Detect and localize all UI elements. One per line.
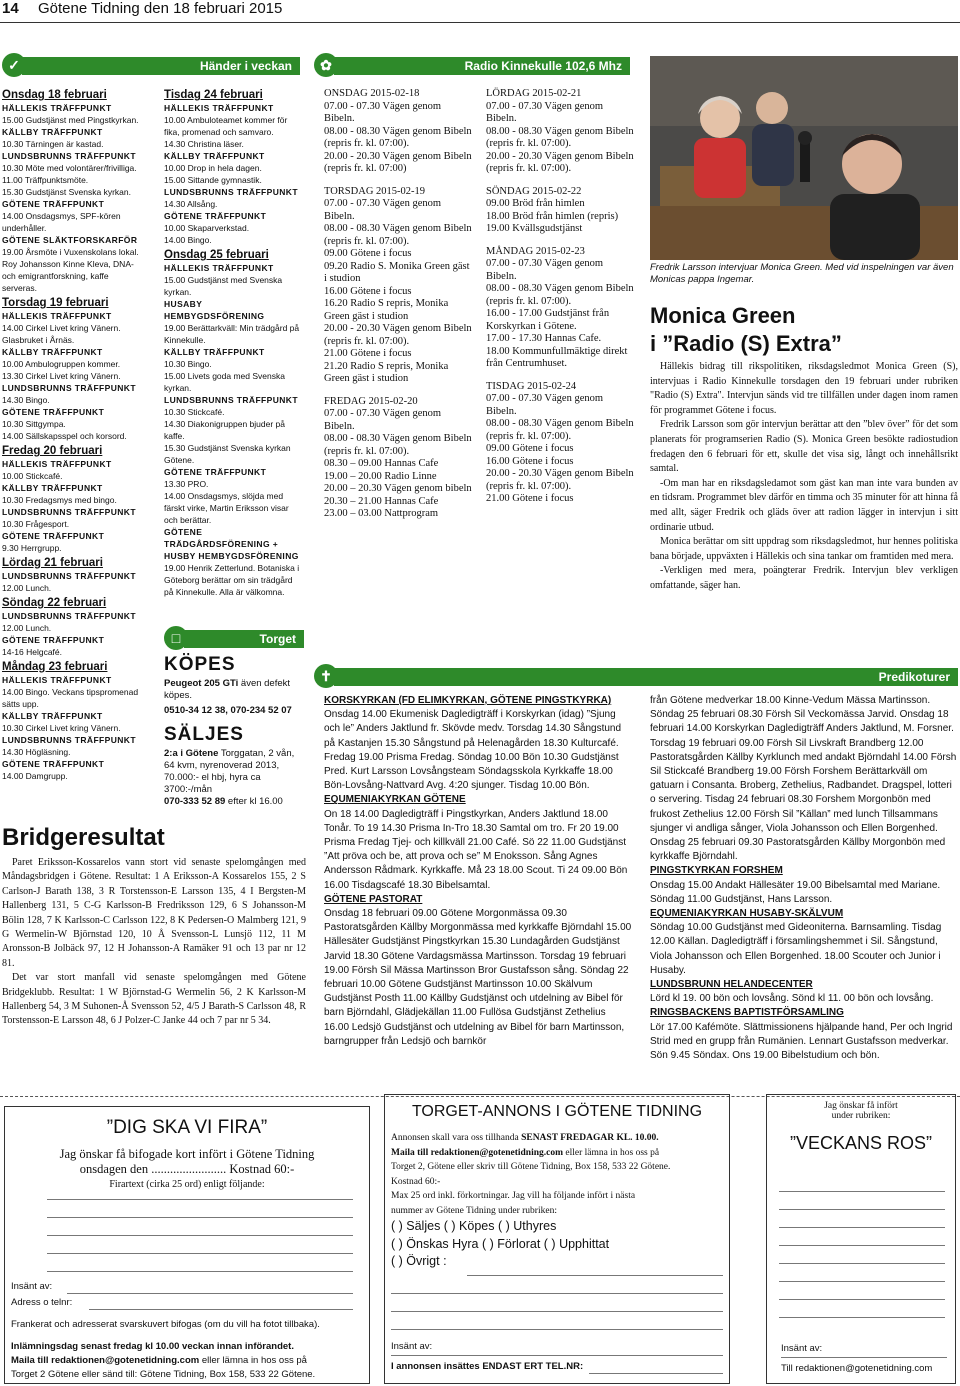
radio-day-block [486,246,636,371]
saljes-text: Torggatan, 2 vån, 64 kvm, nyrenoverad 2013, 70.000:- el hbj, hyra ca 3700:-/mån [164,748,295,795]
event-item: 10.00 Ambuloteamet kommer för fika, promenad och samvaro. [164,115,288,137]
form1-mail [11,1355,307,1366]
form3-insant-field[interactable] [781,1357,947,1358]
radio-day-block [324,396,474,521]
church-name: RINGSBACKENS BAPTISTFÖRSAMLING [650,1007,844,1019]
church-name: LUNDSBRUNN HELANDECENTER [650,979,813,991]
form1-text-line[interactable] [47,1199,353,1200]
radio-program: 18.00 Bröd från himlen (repris) [486,210,619,222]
radio-day-heading: SÖNDAG 2015-02-22 [486,185,582,197]
form3-insant-label: Insänt av: [781,1343,823,1354]
event-item: 15.30 Gudstjänst Svenska kyrkan. [2,187,131,197]
form3-text-line[interactable] [779,1227,945,1228]
radio-program: 08.00 - 08.30 Vägen genom Bibeln (repris fr. kl. 07:00). [324,125,472,149]
venue-name: GÖTENE TRÄFFPUNKT [2,531,105,541]
radio-day-heading: MÅNDAG 2015-02-23 [486,245,585,257]
form2-instructions [391,1131,729,1218]
venue-name: LUNDSBRUNNS TRÄFFPUNKT [164,395,298,405]
event-item: 15.00 Gudstjänst med Svenska kyrkan. [164,275,283,297]
venue-name: HÄLLEKIS TRÄFFPUNKT [2,675,112,685]
sermons-column-right [650,694,958,1063]
radio-program: 20.00 – 20.30 Vägen genom bibeln [324,483,472,494]
form1-insant-label: Insänt av: [11,1281,53,1292]
article-paragraph: Fredrik Larsson som gör intervjun berättar att den ”blev över” för det som planerats för programserien Radio (S). Monica Green besökte radiostudion fredagen den 6 februari för ett, skulle det visa sig, långt och innehållsrikt samtal. [650,419,958,475]
form1-line1: Jag önskar få bifogade kort infört i Götene Tidning [59,1147,315,1161]
radio-day-block [486,186,636,236]
venue-name: LUNDSBRUNNS TRÄFFPUNKT [2,611,136,621]
venue-name: LUNDSBRUNNS TRÄFFPUNKT [2,507,136,517]
venue-name: KÄLLBY TRÄFFPUNKT [164,347,265,357]
form2-options[interactable] [391,1218,729,1271]
venue-name: GÖTENE TRÄFFPUNKT [2,759,105,769]
day-heading: Lördag 21 februari [2,557,103,569]
radio-program: 08.00 - 08.30 Vägen genom Bibeln (repris fr. kl. 07:00). [324,223,472,247]
event-item: 10.30 Tärningen är kastad. [2,139,104,149]
day-heading: Fredag 20 februari [2,445,103,457]
form2-option-row3[interactable]: ( ) Övrigt : [391,1254,447,1268]
venue-name: LUNDSBRUNNS TRÄFFPUNKT [164,187,298,197]
sermons-column-left [324,694,632,1049]
radio-program: 09.00 Bröd från himlen [486,198,585,209]
form2-line6: nummer av Götene Tidning under rubriken: [391,1205,557,1216]
form2-line4: Kostnad 60:- [391,1176,441,1187]
studio-photo [650,56,958,260]
form2-line2 [391,1146,729,1161]
article-headline-2: i ”Radio (S) Extra” [650,331,842,356]
article-paragraph: -Verkligen med mera, poängterar Fredrik. Intervjun blev verkligen omfattande, säger han. [650,565,958,591]
radio-program: 20.00 - 20.30 Vägen genom Bibeln (repris fr. kl. 07:00). [486,468,634,492]
radio-program: 20.30 – 21.00 Hannas Cafe [324,495,439,507]
form3-text-line[interactable] [779,1263,945,1264]
sermon-schedule: On 18 14.00 Dagledigträff i Pingstkyrkan, Anders Jaktlund 18.00 Tonår. To 19 14.30 Prisma In-Tro 18.30 Samtal om tro. Fr 20 19.00 Prisma Fredag Tjej- och killkväll 21.00 Café. Sö 22 11.00 Gudstjänst ”Att pröva och be, att prova och se” M Enoksson. Sång Agnes Andersson Rådmark. Kyrkkaffe. Må 23 18.00 Scout. Ti 24 09.00 Bön 16.00 Tisdagscafé 18.30 Bibelsamtal. [324,808,628,891]
venue-name: GÖTENE TRÄFFPUNKT [164,211,267,221]
radio-program: 07.00 - 07.30 Vägen genom Bibeln. [324,198,442,222]
event-item: 12.00 Lunch. [2,583,52,593]
form1-insant-field[interactable] [67,1293,353,1294]
radio-program: 21.00 Götene i focus [486,493,574,504]
church-name: GÖTENE PASTORAT [324,893,423,905]
form1-address: Torget 2 Götene eller sänd till: Götene Tidning, Box 158, 533 22 Götene. [11,1369,316,1380]
event-item: 19.00 Årsmöte i Vuxenskolans lokal. Roy Johansson Kinne Kleva, DNA- och emigrantforskning, kaffe serveras. [2,247,139,293]
event-item: 10.00 Stickcafé. [2,471,63,481]
radio-program: 08.00 - 08.30 Vägen genom Bibeln (repris fr. kl. 07:00). [486,418,634,442]
form1-title: ”DIG SKA VI FIRA” [106,1117,268,1138]
saljes-ad [164,748,304,796]
venue-name: HÄLLEKIS TRÄFFPUNKT [164,103,274,113]
radio-day-heading: TORSDAG 2015-02-19 [324,185,426,197]
form1-adress-label: Adress o telnr: [11,1297,73,1308]
radio-day-block [324,186,474,386]
event-item: 14-16 Helgcafé. [2,647,63,657]
radio-day-block [486,88,636,176]
form1-mail-rest: eller lämna in hos oss på [199,1355,307,1366]
cross-icon: ✝ [314,664,338,688]
event-item: 10.30 Bingo. [164,359,212,369]
form3-text-line[interactable] [779,1281,945,1282]
form1-text-line[interactable] [47,1271,353,1272]
day-heading: Tisdag 24 februari [164,89,263,101]
form2-option-row2[interactable]: ( ) Önskas Hyra ( ) Förlorat ( ) Upphittat [391,1236,610,1251]
bridge-heading: Bridgeresultat [2,824,165,851]
form2-line1 [391,1131,729,1146]
event-item: 10.30 Fredagsmys med bingo. [2,495,117,505]
radio-program: 16.00 Götene i focus [486,455,574,467]
article-headline-1: Monica Green [650,303,796,328]
radio-program: 08.30 – 09.00 Hannas Cafe [324,458,439,469]
events-column-left [2,86,144,782]
form1-mail-address: Maila till redaktionen@gotenetidning.com [11,1355,200,1366]
venue-name: HÄLLEKIS TRÄFFPUNKT [2,103,112,113]
event-item: 13.30 PRO. [164,479,209,489]
radio-program: 16.20 Radio S repris, Monika Green gäst i studion [324,298,449,322]
event-item: 10.00 Ambulogruppen kommer. [2,359,121,369]
form3-text-line[interactable] [779,1191,945,1192]
radio-program: 07.00 - 07.30 Vägen genom Bibeln. [324,408,442,432]
header-rule [0,22,960,23]
event-item: 14.00 Cirkel Livet kring Vänern. Glasbruket i Årnäs. [2,323,121,345]
day-heading: Onsdag 25 februari [164,249,269,261]
form2-option-row1[interactable]: ( ) Säljes ( ) Köpes ( ) Uthyres [391,1219,557,1233]
form2-title: TORGET-ANNONS I GÖTENE TIDNING [411,1103,703,1120]
radio-program: 20.00 - 20.30 Vägen genom Bibeln (repris fr. kl. 07:00). [324,323,472,347]
venue-name: KÄLLBY TRÄFFPUNKT [2,127,103,137]
kopes-phone: 0510-34 12 38, 070-234 52 07 [164,705,292,716]
sermon-schedule: Onsdag 18 februari 09.00 Götene Morgonmässa 09.30 Pastoratsgården Källby Morgonmässa med kyrkkaffe Björndahl 15.00 Hällesäter Gudstjänst Pingstkyrkan 15.30 Lundagården Gudstjänst Jarvid 18.30 Götene Vardagsmässa Martinsson. Torsdag 19 februari 19.00 Försh Sil Mässa Martinsson Bror Gustafsson sång. Söndag 22 februari 10.00 Götene Gudstjänst Martinsson 10.00 Skälvum Gudstjänst Posth 11.00 Källby Gudstjänst och utdelning av Bibel för barn Björndahl, Glädjekällan 11.00 Fullösa Gudstjänst Zethelius 16.00 Ledsjö Gudstjänst och utdelning av Bibel för barn Martinsson, barngrupper från Ledsjö och barnkör [324,908,632,1047]
section-bar-radio: Radio Kinnekulle 102,6 Mhz [334,57,630,75]
bridge-results [2,856,306,1029]
form1-adress-field[interactable] [89,1309,353,1310]
event-item: 15.00 Livets goda med Svenska kyrkan. [164,371,285,393]
radio-program: 20.00 - 20.30 Vägen genom Bibeln (repris fr. kl. 07:00) [324,150,472,174]
form3-text-line[interactable] [779,1299,945,1300]
radio-program: 07.00 - 07.30 Vägen genom Bibeln. [486,393,604,417]
radio-day-heading: LÖRDAG 2015-02-21 [486,88,582,99]
event-item: 14.30 Allsång. [164,199,218,209]
form2-line1-text: Annonsen skall vara oss tillhanda [391,1133,522,1143]
venue-name: GÖTENE TRÄFFPUNKT [2,199,105,209]
form2-text-line[interactable] [467,1275,723,1276]
event-item: 14.00 Onsdagsmys, slöjda med färskt virke, Martin Eriksson visar och berättar. [164,491,289,525]
form2-line1-deadline: SENAST FREDAGAR KL. 10.00. [521,1133,659,1143]
venue-name: LUNDSBRUNNS TRÄFFPUNKT [2,151,136,161]
venue-name: GÖTENE SLÄKTFORSKARFÖR [2,235,138,245]
event-item: 11.00 Träffpunktsmöte. [2,175,89,185]
form2-tel-field[interactable] [589,1373,723,1374]
event-item: 14.00 Bingo. [164,235,212,245]
form3-text-line[interactable] [779,1209,945,1210]
day-heading: Söndag 22 februari [2,597,107,609]
form1-text-line[interactable] [47,1235,353,1236]
radio-program: 19.00 – 20.00 Radio Linne [324,470,437,482]
kopes-ad [164,678,304,702]
venue-name: LUNDSBRUNNS TRÄFFPUNKT [2,735,136,745]
form3-text-line[interactable] [779,1317,945,1318]
sermon-schedule: Lör 17.00 Kafémöte. Slättmissionens hjälpande hand, Per och Ingrid Strid med en grupp från Rumänien. Lennart Gustafsson medverkar. Sön 9.45 Söndax. Ons 19.00 Bibelstudium och bön. [650,1021,953,1062]
church-name: EQUMENIAKYRKAN GÖTENE [324,794,466,806]
kopes-text: även defekt köpes. [164,678,291,701]
form3-text-line[interactable] [779,1245,945,1246]
kopes-item: Peugeot 205 GTi [164,678,239,689]
event-item: 15.00 Gudstjänst med Pingstkyrkan. [2,115,139,125]
bridge-paragraph-1: Paret Eriksson-Kossarelos vann stort vid senaste spelomgången med Måndagsbridgen i Götene. Resultat: 1 A Eriksson-A Kossarelos 155, 2 S Carlson-J Barath 138, 3 R Torstensson-E Larsson 135, 4 I Bergsten-M Hallenberg 131, 5 C-G Karlsson-B Fredriksson 129, 6 S Johansson-M Bölin 128, 7 K Karlsson-C Carlsson 122, 8 K Pedersen-O Malmberg 121, 9 G Wermelin-W Björnstad 120, 10 Å Svensson-L Lunsjö 112, 11 M Aronsson-B Jolbäck 97, 12 H Johansson-A Ramäker 91 och 13 par nr 12 81. [2,857,306,969]
church-name: PINGSTKYRKAN FORSHEM [650,865,783,877]
saljes-item: 2:a i Götene [164,748,219,759]
section-bar-torget: Torget [184,630,304,648]
radio-program: 19.00 Kvällsgudstjänst [486,223,583,234]
kopes-heading: KÖPES [164,654,236,675]
event-item: 14.30 Bingo. [2,395,50,405]
church-name: KORSKYRKAN (FD ELIMKYRKAN, GÖTENE PINGSTKYRKA) [324,695,612,706]
section-bar-predikoturer: Predikoturer [334,668,958,686]
torget-icon: □ [164,626,188,650]
event-item: 15.30 Gudstjänst Svenska kyrkan Götene. [164,443,291,465]
day-heading: Onsdag 18 februari [2,89,107,101]
form2-text-line[interactable] [391,1311,723,1312]
radio-day-block [324,88,474,176]
article-paragraph: Monica berättar om sitt uppdrag som riksdagsledmot, hur hennes politiska bana började, uppväxten i Hällekis och sina tankar om framtiden med mera. [650,536,958,562]
radio-program: 09.20 Radio S. Monika Green gäst i studion [324,260,470,284]
church-name: EQUMENIAKYRKAN HUSABY-SKÄLVUM [650,908,844,920]
leaf-icon: ✿ [314,53,338,77]
radio-program: 16.00 Götene i focus [324,285,412,297]
article-paragraph: -Om man har en riksdagsledamot som gäst kan man inte vara bunden av en tidsram. Programmet blev därför en timma och 35 minuter för att hinna få med allt, säger Fredrik och gläds över att radion lägger in intervjun i sitt ordinarie utbud. [650,477,958,533]
photo-caption: Fredrik Larsson intervjuar Monica Green. Med vid inspelningen var även Monicas pappa Ingemar. [650,262,954,285]
venue-name: KÄLLBY TRÄFFPUNKT [2,347,103,357]
saljes-heading: SÄLJES [164,724,244,745]
saljes-contact [164,796,304,808]
saljes-tail: efter kl 16.00 [225,796,283,807]
event-item: 19.00 Henrik Zetterlund. Botaniska i Göteborg berättar om sin trädgård på Kinnekulle. Alla är välkomna. [164,563,300,597]
radio-day-heading: ONSDAG 2015-02-18 [324,88,420,99]
events-column-middle [164,86,304,598]
event-item: 10.00 Drop in hela dagen. [164,163,262,173]
event-item: 12.00 Lunch. [2,623,52,633]
form3-line2: under rubriken: [831,1111,891,1121]
event-item: 14.30 Högläsning. [2,747,71,757]
torget-ads [164,654,304,808]
event-item: 14.30 Christina läser. [164,139,244,149]
page-header-title: Götene Tidning den 18 februari 2015 [38,0,283,17]
day-heading: Måndag 23 februari [2,661,108,673]
radio-day-block [486,381,636,506]
event-item: 10.30 Möte med volontärer/frivilliga. [2,163,137,173]
form3-mail: Till redaktionen@gotenetidning.com [781,1363,933,1374]
event-item: 10.30 Frågesport. [2,519,70,529]
sermon-schedule: Söndag 10.00 Gudstjänst med Gideoniterna. Barnsamling. Tisdag 12.00 Källan. Dagledigträff i församlingshemmet i Sil. Sångstund, Viola Johansson och Ellen Borgenhed. 18.00 Scouter och Junior i Husaby. [650,922,942,976]
radio-program: 21.00 Götene i focus [324,348,412,359]
radio-program: 08.00 - 08.30 Vägen genom Bibeln (repris fr. kl. 07:00). [324,433,472,457]
venue-name: HUSABY HEMBYGDSFÖRENING [164,299,265,321]
form-torget-annons [384,1094,730,1384]
event-item: 10.30 Cirkel Livet kring Vänern. [2,723,121,733]
radio-program: 21.20 Radio S repris, Monika Green gäst i studion [324,360,449,384]
radio-program: 23.00 – 03.00 Nattprogram [324,508,439,519]
studio-photo-drawing [650,56,958,260]
form1-text-line[interactable] [47,1253,353,1254]
radio-program: 18.00 Kommunfullmäktige direkt från Centrumhuset. [486,345,628,369]
form-veckans-ros [766,1094,956,1384]
form-dig-ska-vi-fira [4,1106,370,1384]
form3-line1: Jag önskar få infört [824,1101,898,1111]
form2-tel-note: I annonsen insättes ENDAST ERT TEL.NR: [391,1361,584,1372]
event-item: 10.00 Skaparverkstad. [164,223,250,233]
radio-schedule-col1 [324,88,474,521]
radio-program: 07.00 - 07.30 Vägen genom Bibeln. [486,258,604,282]
event-item: 13.30 Cirkel Livet kring Vänern. [2,371,121,381]
bridge-paragraph-2: Det var stort manfall vid senaste spelomgången med Götene Bridgeklubb. Resultat: 1 W Björnstad-G Wermelin 56, 2 K Karlsson-M Hallenberg 54, 3 M Suhonen-Å Svensson 52, 4/5 J Barath-S Carlsson 48, R Torstensson-E Larsson 48, 6 J Polzer-C Janke 44 och 7 par nr 5 34. [2,972,306,1027]
radio-program: 17.00 - 17.30 Hannas Cafe. [486,333,602,344]
radio-program: 09.00 Götene i focus [486,443,574,454]
radio-program: 07.00 - 07.30 Vägen genom Bibeln. [486,100,604,124]
venue-name: LUNDSBRUNNS TRÄFFPUNKT [2,383,136,393]
event-item: 14.00 Sällskapsspel och korsord. [2,431,127,441]
sermon-schedule: Onsdag 15.00 Andakt Hällesäter 19.00 Bibelsamtal med Mariane. Söndag 11.00 Gudstjänst, Hans Larsson. [650,879,941,905]
event-item: 14.30 Diakonigruppen bjuder på kaffe. [164,419,285,441]
day-heading: Torsdag 19 februari [2,297,109,309]
form2-line5: Max 25 ord inkl. förkortningar. Jag vill ha följande infört i nästa [391,1191,636,1201]
form1-line2: onsdagen den ........................ Kostnad 60:- [79,1162,295,1176]
check-icon: ✓ [2,53,26,77]
form1-text-line[interactable] [47,1217,353,1218]
sermon-schedule: Onsdag 14.00 Ekumenisk Dagledigträff i Korskyrkan (idag) ”Sjung och le” Anders Jaktlund fr. Skövde medv. Torsdag 14.30 Sångstund på Kastanjen 15.30 Sångstund på Helenagården 18.30 Kulturcafé. Fredag 19.00 Prisma Fredag. Söndag 10.00 Bön 10.30 Gudstjänst Pred. Kurt Larsson Lovsångsteam Söndagsskola Kyrkkaffe 18.00 Bön-Lovsång-Nattvard Avg. 4:20 sjunger. Tisdag 10.00 Bön. [324,709,622,792]
venue-name: GÖTENE TRÄFFPUNKT [2,635,105,645]
form2-line3: Torget 2, Götene eller skriv till Götene Tidning, Box 158, 533 22 Götene. [391,1162,671,1172]
sermon-schedule: från Götene medverkar 18.00 Kinne-Vedum Mässa Martinsson. Söndag 25 februari 08.30 Försh Sil Veckomässa Jarvid. Onsdag 18 februari 14.00 Korskyrkan Dagledigträff Anders Jaktlund, M. Forsner. Torsdag 19 februari 09.00 Försh Sil Livskraft Brandberg 12.00 Pastoratsgården Källby Kyrklunch med andakt Björndahl 14.00 Försh Sil Stickcafé Brandberg 19.00 Försh Forshem Berättarkväll om gatuarn i Consanta. Broberg, Zethelius, Radbandet. Dragspel, lotteri o servering. Tisdag 24 februari 08.30 Forshem Morgonbön med frukost Zethelius 12.00 Försh Sil ”Källan” med lunch Tillsammans sjunger vi andliga sånger, Viola Johansson och Ellen Borgenhed. Onsdag 25 februari 09.30 Pastoratsgården Källby Morgonbön med kyrkkaffe Björndahl. [650,695,957,863]
radio-day-heading: TISDAG 2015-02-24 [486,380,577,392]
radio-program: 08.00 - 08.30 Vägen genom Bibeln (repris fr. kl. 07:00). [486,283,634,307]
form2-insant-label: Insänt av: [391,1341,433,1352]
radio-program: 08.00 - 08.30 Vägen genom Bibeln (repris fr. kl. 07:00). [486,125,634,149]
form2-text-line[interactable] [391,1329,723,1330]
event-item: 14.00 Onsdagsmys, SPF-kören underhåller. [2,211,121,233]
radio-program: 16.00 - 17.00 Gudstjänst från Korskyrkan i Götene. [486,308,610,332]
form1-deadline: Inlämningsdag senast fredag kl 10.00 veckan innan införandet. [11,1341,294,1352]
form1-line3: Firartext (cirka 25 ord) enligt följande: [109,1179,265,1190]
event-item: 19.00 Berättarkväll: Min trädgård på Kinnekulle. [164,323,300,345]
radio-schedule-col2 [486,88,636,506]
venue-name: HÄLLEKIS TRÄFFPUNKT [164,263,274,273]
event-item: 14.00 Damgrupp. [2,771,68,781]
radio-program: 09.00 Götene i focus [324,248,412,259]
venue-name: KÄLLBY TRÄFFPUNKT [2,711,103,721]
event-item: 9.30 Herrgrupp. [2,543,62,553]
form2-insant-field[interactable] [391,1355,723,1356]
venue-name: GÖTENE TRÄFFPUNKT [2,407,105,417]
section-bar-handelser: Händer i veckan [22,57,300,75]
event-item: 15.00 Sittande gymnastik. [164,175,262,185]
venue-name: GÖTENE TRÄDGÅRDSFÖRENING + HUSBY HEMBYGDSFÖRENING [164,527,299,561]
venue-name: KÄLLBY TRÄFFPUNKT [164,151,265,161]
event-item: 14.00 Bingo. Veckans tipspromenad sätts upp. [2,687,139,709]
form1-note: Frankerat och adresserat svarskuvert bifogas (om du vill ha fotot tillbaka). [11,1319,320,1330]
radio-program: 07.00 - 07.30 Vägen genom Bibeln. [324,100,442,124]
event-item: 10.30 Stickcafé. [164,407,225,417]
form2-mail: Maila till redaktionen@gotenetidning.com [391,1147,564,1158]
radio-day-heading: FREDAG 2015-02-20 [324,395,418,407]
venue-name: GÖTENE TRÄFFPUNKT [164,467,267,477]
form3-title: ”VECKANS ROS” [789,1133,933,1153]
form2-line2-rest: eller lämna in hos oss på [563,1147,660,1158]
radio-program: 20.00 - 20.30 Vägen genom Bibeln (repris fr. kl. 07:00). [486,150,634,174]
venue-name: HÄLLEKIS TRÄFFPUNKT [2,459,112,469]
sermon-schedule: Lörd kl 19. 00 bön och lovsång. Sönd kl 11. 00 bön och lovsång. [650,993,934,1005]
article-paragraph: Hällekis bidrag till rikspolitiken, riksdagsledmot Monica Green (S), intervjuas i Radio Kinnekulle torsdagen den 19 februari under rubriken "Radio (S) Extra". Intervjun sänds vid tre tillfällen under dagen inom ramen för programmet Götene i focus. [650,361,958,416]
form2-text-line[interactable] [391,1293,723,1294]
venue-name: HÄLLEKIS TRÄFFPUNKT [2,311,112,321]
saljes-phone: 070-333 52 89 [164,796,226,807]
event-item: 10.30 Sittgympa. [2,419,66,429]
venue-name: LUNDSBRUNNS TRÄFFPUNKT [2,571,136,581]
venue-name: KÄLLBY TRÄFFPUNKT [2,483,103,493]
article-body [650,360,958,594]
page-number: 14 [2,0,19,17]
